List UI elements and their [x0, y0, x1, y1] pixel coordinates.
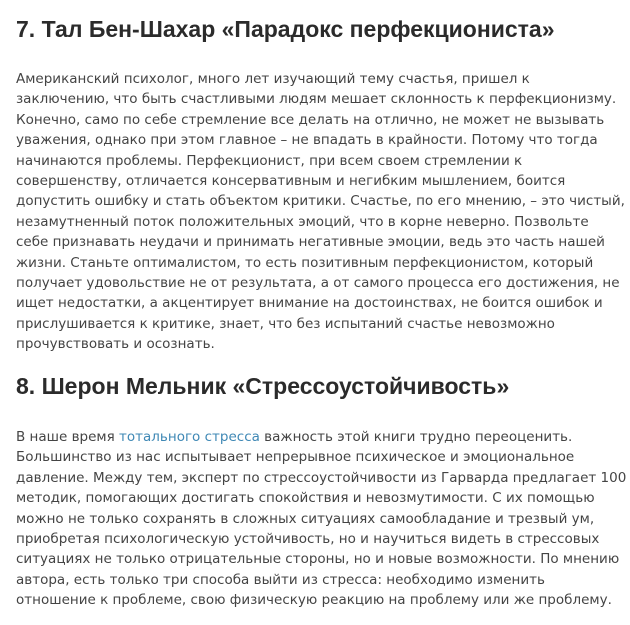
section-7-title: 7. Тал Бен-Шахар «Парадокс перфекциониста» [16, 16, 555, 42]
text-after-link: важность этой книги трудно переоценить. [259, 429, 573, 445]
paragraph-line: прислушивается к критике, знает, что без испытаний счастье невозможно [16, 315, 555, 332]
paragraph-line: Американский психолог, много лет изучающий тему счастья, пришел к [16, 71, 530, 87]
paragraph-line: заключению, что быть счастливыми людям мешает склонность к перфекционизму. [16, 91, 617, 108]
total-stress-link[interactable]: тотального стресса [119, 429, 260, 445]
section-8-title: 8. Шерон Мельник «Стрессоустойчивость» [16, 373, 510, 399]
paragraph-line: незамутненный поток положительных эмоций, что в корне неверно. Позвольте [16, 213, 589, 230]
paragraph-line: получает удовольствие не от результата, а от самого процесса его достижения, не [16, 275, 620, 292]
section-8-paragraph [16, 427, 627, 611]
paragraph-line: ситуациях не только отрицательные стороны, но и новые возможности. По мнению [16, 551, 620, 568]
paragraph-line: прочувствовать и осознать. [16, 336, 215, 353]
paragraph-line: отношение к проблеме, свою физическую реакцию на проблему или же проблему. [16, 592, 612, 609]
paragraph-line: Конечно, само по себе стремление все делать на отлично, не может не вызывать [16, 111, 605, 128]
paragraph-line: автора, есть только три способа выйти из стресса: необходимо изменить [16, 571, 545, 588]
paragraph-line: уважения, однако при этом главное – не впадать в крайности. Потому что тогда [16, 132, 598, 149]
paragraph-line: можно не только сохранять в сложных ситуациях самообладание и трезвый ум, [16, 510, 595, 527]
paragraph-line-with-link [16, 427, 616, 447]
paragraph-line: совершенству, отличается консервативным и негибким мышлением, боится [16, 173, 566, 190]
paragraph-line: себе признавать неудачи и принимать негативные эмоции, ведь это часть нашей [16, 234, 605, 251]
paragraph-line: начинаются проблемы. Перфекционист, при всем своем стремлении к [16, 152, 523, 169]
paragraph-line: жизни. Станьте оптималистом, то есть позитивным перфекционистом, который [16, 254, 594, 271]
paragraph-line: методик, помогающих достигать спокойствия и невозмутимости. С их помощью [16, 490, 595, 507]
paragraph-line: Большинство из нас испытывает непрерывное психическое и эмоциональное [16, 449, 575, 466]
text-before-link: В наше время [16, 429, 120, 445]
section-7-paragraph [16, 69, 625, 355]
paragraph-line: ищет недостатки, а акцентирует внимание на достоинствах, не боится ошибок и [16, 295, 603, 312]
paragraph-line: давление. Между тем, эксперт по стрессоустойчивости из Гарварда предлагает 100 [16, 469, 627, 486]
paragraph-line: допустить ошибку и стать объектом критики. Счастье, по его мнению, – это чистый, [16, 193, 625, 210]
paragraph-line: приобретая психологическую устойчивость, но и научиться видеть в стрессовых [16, 531, 600, 548]
